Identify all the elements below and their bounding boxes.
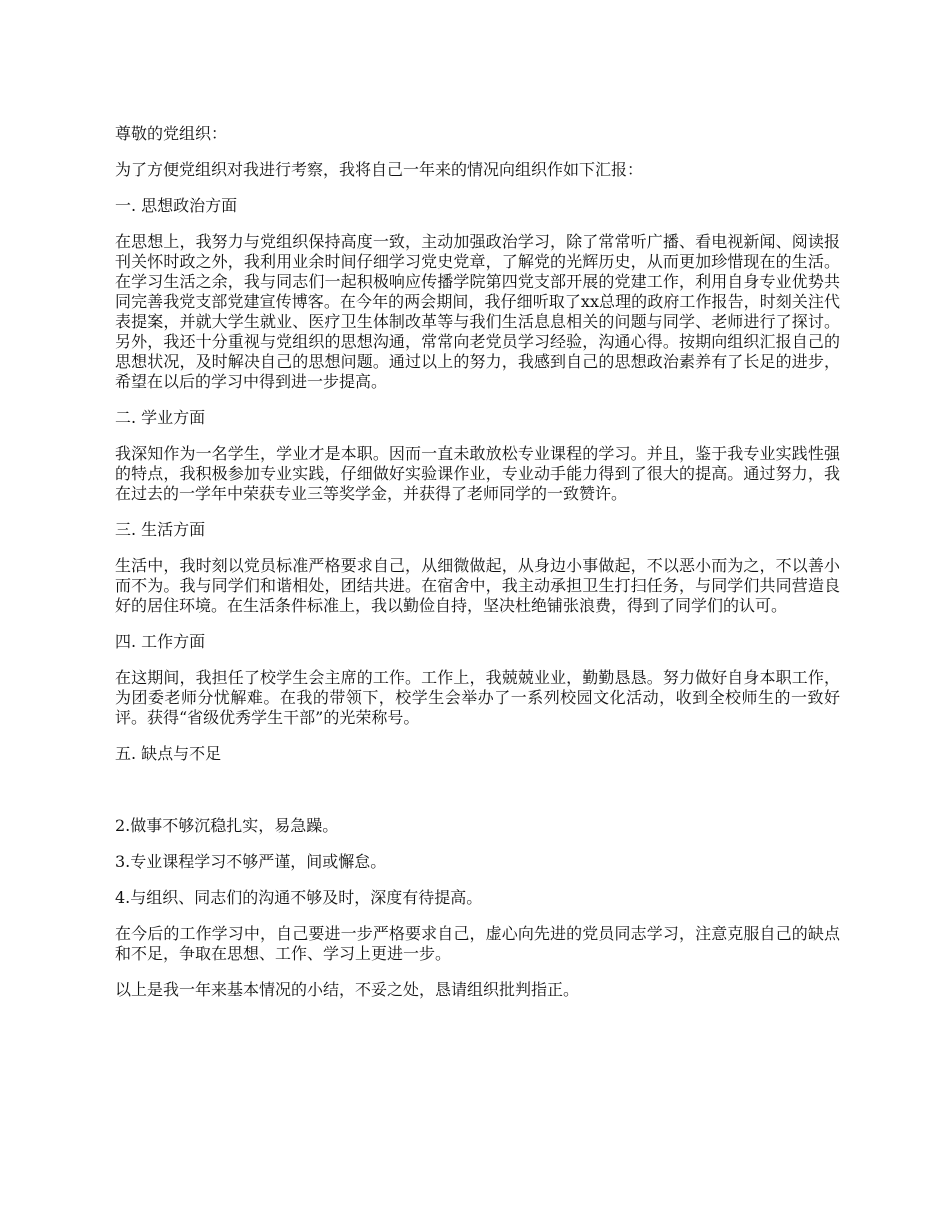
section-heading-work: 四. 工作方面 [115, 632, 206, 651]
section-body-political: 在思想上，我努力与党组织保持高度一致，主动加强政治学习，除了常常听广播、看电视新闻、阅读报刊关怀时政之外，我利用业余时间仔细学习党史党章，了解党的光辉历史，从而更加珍惜现在的生活。在学习生活之余，我与同志们一起积极响应传播学院第四党支部开展的党建工作，利用自身专业优势共同完善我党支部党建宣传博客。在今年的两会期间，我仔细听取了xx总理的政府工作报告，时刻关注代表提案，并就大学生就业、医疗卫生体制改革等与我们生活息息相关的问题与同学、老师进行了探讨。另外，我还十分重视与党组织的思想沟通，常常向老党员学习经验，沟通心得。按期向组织汇报自己的思想状况，及时解决自己的思想问题。通过以上的努力，我感到自己的思想政治素养有了长足的进步，希望在以后的学习中得到进一步提高。 [115, 232, 840, 391]
section-heading-academic: 二. 学业方面 [115, 408, 206, 427]
closing-paragraph: 以上是我一年来基本情况的小结，不妥之处，恳请组织批判指正。 [115, 980, 580, 999]
outlook-paragraph: 在今后的工作学习中，自己要进一步严格要求自己，虚心向先进的党员同志学习，注意克服自己的缺点和不足，争取在思想、工作、学习上更进一步。 [115, 924, 840, 963]
section-heading-political: 一. 思想政治方面 [115, 196, 238, 215]
section-heading-life: 三. 生活方面 [115, 520, 206, 539]
blank-line [115, 780, 840, 800]
document-body [115, 124, 840, 1016]
section-body-life: 生活中，我时刻以党员标准严格要求自己，从细微做起，从身边小事做起，不以恶小而为之，不以善小而不为。我与同学们和谐相处，团结共进。在宿舍中，我主动承担卫生打扫任务，与同学们共同营造良好的居住环境。在生活条件标准上，我以勤俭自持，坚决杜绝铺张浪费，得到了同学们的认可。 [115, 556, 840, 615]
section-heading-shortcomings: 五. 缺点与不足 [115, 744, 222, 763]
salutation: 尊敬的党组织： [115, 124, 228, 143]
shortcoming-item: 2.做事不够沉稳扎实，易急躁。 [115, 816, 339, 835]
intro-paragraph: 为了方便党组织对我进行考察，我将自己一年来的情况向组织作如下汇报： [115, 160, 644, 179]
section-body-work: 在这期间，我担任了校学生会主席的工作。工作上，我兢兢业业，勤勤恳恳。努力做好自身本职工作，为团委老师分忧解难。在我的带领下，校学生会举办了一系列校园文化活动，收到全校师生的一致好评。获得“省级优秀学生干部”的光荣称号。 [115, 668, 840, 727]
section-body-academic: 我深知作为一名学生，学业才是本职。因而一直未敢放松专业课程的学习。并且，鉴于我专业实践性强的特点，我积极参加专业实践，仔细做好实验课作业，专业动手能力得到了很大的提高。通过努力，我在过去的一学年中荣获专业三等奖学金，并获得了老师同学的一致赞许。 [115, 444, 840, 503]
shortcoming-item: 3.专业课程学习不够严谨，间或懈怠。 [115, 852, 387, 871]
shortcoming-item: 4.与组织、同志们的沟通不够及时，深度有待提高。 [115, 888, 483, 907]
